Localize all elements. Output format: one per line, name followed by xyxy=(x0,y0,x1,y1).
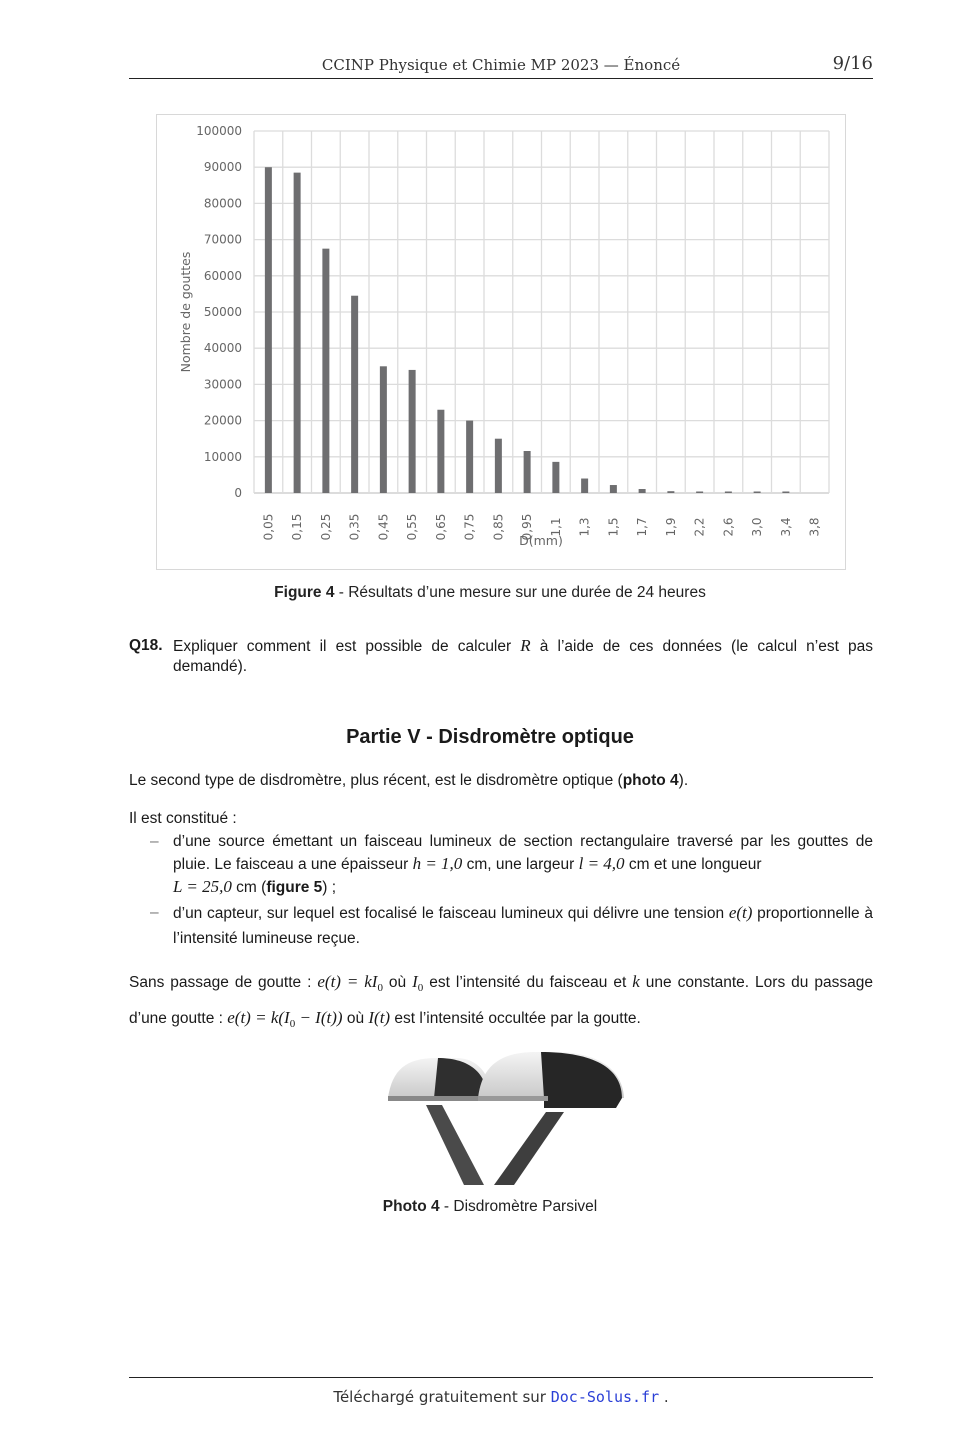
figure-text: - Résultats d’une mesure sur une durée de 24 heures xyxy=(334,584,706,601)
x-tick-label: 1,5 xyxy=(606,517,621,537)
bullet-source-text xyxy=(173,831,873,899)
header-title: CCINP Physique et Chimie MP 2023 — Énoncé xyxy=(321,56,681,74)
figure-caption xyxy=(0,584,980,602)
y-tick-label: 100000 xyxy=(196,124,242,138)
y-tick-labels xyxy=(196,124,242,500)
signal-text-a: Sans passage de goutte : xyxy=(129,974,318,991)
x-tick-label: 3,0 xyxy=(750,517,765,537)
bar xyxy=(351,296,358,493)
I-t: I(t) xyxy=(368,1008,391,1028)
section-title: Partie V - Disdromètre optique xyxy=(346,726,634,748)
x-tick-label: 1,1 xyxy=(548,517,563,537)
bar xyxy=(639,489,646,493)
bar xyxy=(725,492,732,494)
question-18 xyxy=(129,636,873,677)
page-number: 9/16 xyxy=(832,53,873,74)
b1-figure-ref: figure 5 xyxy=(266,879,323,896)
var-R: R xyxy=(520,636,531,655)
bar xyxy=(380,366,387,493)
intro-bold: photo 4 xyxy=(622,772,679,789)
question-text xyxy=(173,636,873,677)
bar xyxy=(667,491,674,493)
eq-drop-b: − I(t)) xyxy=(295,1008,343,1028)
bar xyxy=(610,485,617,493)
footer-end: . xyxy=(659,1388,669,1406)
y-tick-label: 50000 xyxy=(203,305,242,319)
bullet-capteur xyxy=(150,900,873,951)
var-k: k xyxy=(632,972,640,991)
bar xyxy=(437,410,444,493)
e-t: e(t) xyxy=(728,903,753,922)
l-equation: l = 4,0 xyxy=(578,854,625,873)
signal-text-e: où xyxy=(342,1010,369,1028)
y-tick-label: 30000 xyxy=(203,377,242,392)
signal-text-d: une constante. Lors du passage d’une goutte : xyxy=(129,974,873,1028)
x-tick-label: 3,4 xyxy=(778,517,793,537)
bar xyxy=(782,492,789,494)
b1-unit-2: cm et une longueur xyxy=(624,856,762,873)
figure-label: Figure 4 xyxy=(274,584,335,601)
x-tick-label: 0,95 xyxy=(520,513,535,541)
y-axis-label: Nombre de gouttes xyxy=(178,251,193,373)
bar xyxy=(696,492,703,494)
bullet-dash: – xyxy=(150,904,159,921)
sub-zero: 0 xyxy=(289,1018,296,1031)
y-tick-label: 20000 xyxy=(203,413,242,428)
eq-no-drop: e(t) = kI xyxy=(317,972,378,991)
x-tick-label: 2,6 xyxy=(721,517,736,537)
bar xyxy=(322,249,329,493)
chart-grid xyxy=(254,131,829,493)
x-tick-label: 1,7 xyxy=(635,517,650,537)
x-tick-label: 0,55 xyxy=(405,513,420,541)
bar-chart-svg xyxy=(157,115,845,569)
bar xyxy=(409,370,416,493)
I-zero: I xyxy=(412,972,418,991)
bullet-source xyxy=(150,831,873,899)
chart-bars xyxy=(265,167,790,493)
bar xyxy=(552,462,559,493)
bullet-capteur-text xyxy=(173,900,873,951)
page-header xyxy=(129,52,873,79)
x-tick-label: 0,75 xyxy=(462,513,477,541)
h-equation: h = 1,0 xyxy=(412,854,463,873)
photo-label: Photo 4 xyxy=(382,1198,440,1215)
footer-text-a: Téléchargé gratuitement sur xyxy=(333,1388,551,1406)
x-tick-label: 2,2 xyxy=(692,517,707,537)
intro-text-b: ). xyxy=(678,772,689,789)
y-tick-label: 70000 xyxy=(203,232,242,247)
bar xyxy=(581,479,588,493)
x-tick-label: 1,3 xyxy=(577,517,592,537)
disdrometer-illustration xyxy=(386,1050,626,1185)
x-axis-label: D(mm) xyxy=(519,533,563,548)
y-tick-label: 10000 xyxy=(203,449,242,464)
y-tick-label: 40000 xyxy=(203,341,242,356)
intro-text-a: Le second type de disdromètre, plus récent, est le disdromètre optique ( xyxy=(129,772,623,789)
y-tick-label: 90000 xyxy=(203,160,242,175)
y-tick-label: 80000 xyxy=(203,196,242,211)
photo-text: - Disdromètre Parsivel xyxy=(439,1198,598,1215)
intro-paragraph xyxy=(129,771,873,791)
b2-text-b: proportionnelle à l’intensité lumineuse reçue. xyxy=(173,905,873,947)
x-tick-label: 0,35 xyxy=(347,513,362,541)
sub-zero: 0 xyxy=(377,982,383,995)
signal-text-b: où xyxy=(382,974,413,991)
x-tick-label: 0,85 xyxy=(491,513,506,541)
x-tick-label: 0,45 xyxy=(376,513,391,541)
b1-unit-3: cm ( xyxy=(231,879,267,896)
signal-paragraph xyxy=(129,967,873,1039)
bar xyxy=(524,451,531,493)
L-equation: L = 25,0 xyxy=(173,877,232,896)
y-tick-label: 0 xyxy=(234,486,242,500)
b1-text-a: d’une source émettant un faisceau lumineux de section rectangulaire traversé par les gouttes de pluie. Le faisceau a une épaisseur xyxy=(173,833,873,873)
y-tick-label: 60000 xyxy=(203,268,242,283)
bar xyxy=(495,439,502,493)
page-footer xyxy=(129,1377,873,1406)
x-tick-label: 0,25 xyxy=(318,513,333,541)
constitue-text: Il est constitué : xyxy=(129,810,237,827)
x-tick-label: 0,15 xyxy=(290,513,305,541)
x-tick-label: 1,9 xyxy=(663,517,678,537)
figure-4-chart xyxy=(156,114,846,570)
footer-text xyxy=(129,1388,873,1406)
signal-text-c: est l’intensité du faisceau et xyxy=(423,974,633,991)
photo-caption xyxy=(0,1198,980,1216)
sub-zero: 0 xyxy=(417,982,424,995)
eq-drop-a: e(t) = k(I xyxy=(227,1008,290,1028)
b2-text-a: d’un capteur, sur lequel est focalisé le faisceau lumineux qui délivre une tension xyxy=(173,905,729,922)
doc-solus-link[interactable]: Doc-Solus.fr xyxy=(550,1388,660,1406)
x-tick-label: 0,05 xyxy=(261,513,276,541)
b1-end: ) ; xyxy=(322,879,337,896)
question-text-a: Expliquer comment il est possible de calculer xyxy=(173,638,521,655)
bar xyxy=(754,492,761,494)
bar xyxy=(265,167,272,493)
question-text-b: à l’aide de ces données (le calcul n’est pas demandé). xyxy=(173,638,873,675)
bullet-dash: – xyxy=(150,833,159,850)
b1-unit-1: cm, une largeur xyxy=(462,856,579,873)
parsivel-photo xyxy=(386,1050,626,1185)
question-number: Q18. xyxy=(129,637,163,654)
x-tick-label: 0,65 xyxy=(433,513,448,541)
bar xyxy=(294,173,301,493)
bar xyxy=(466,421,473,493)
signal-text-f: est l’intensité occultée par la goutte. xyxy=(390,1010,641,1028)
x-tick-label: 3,8 xyxy=(807,517,822,537)
